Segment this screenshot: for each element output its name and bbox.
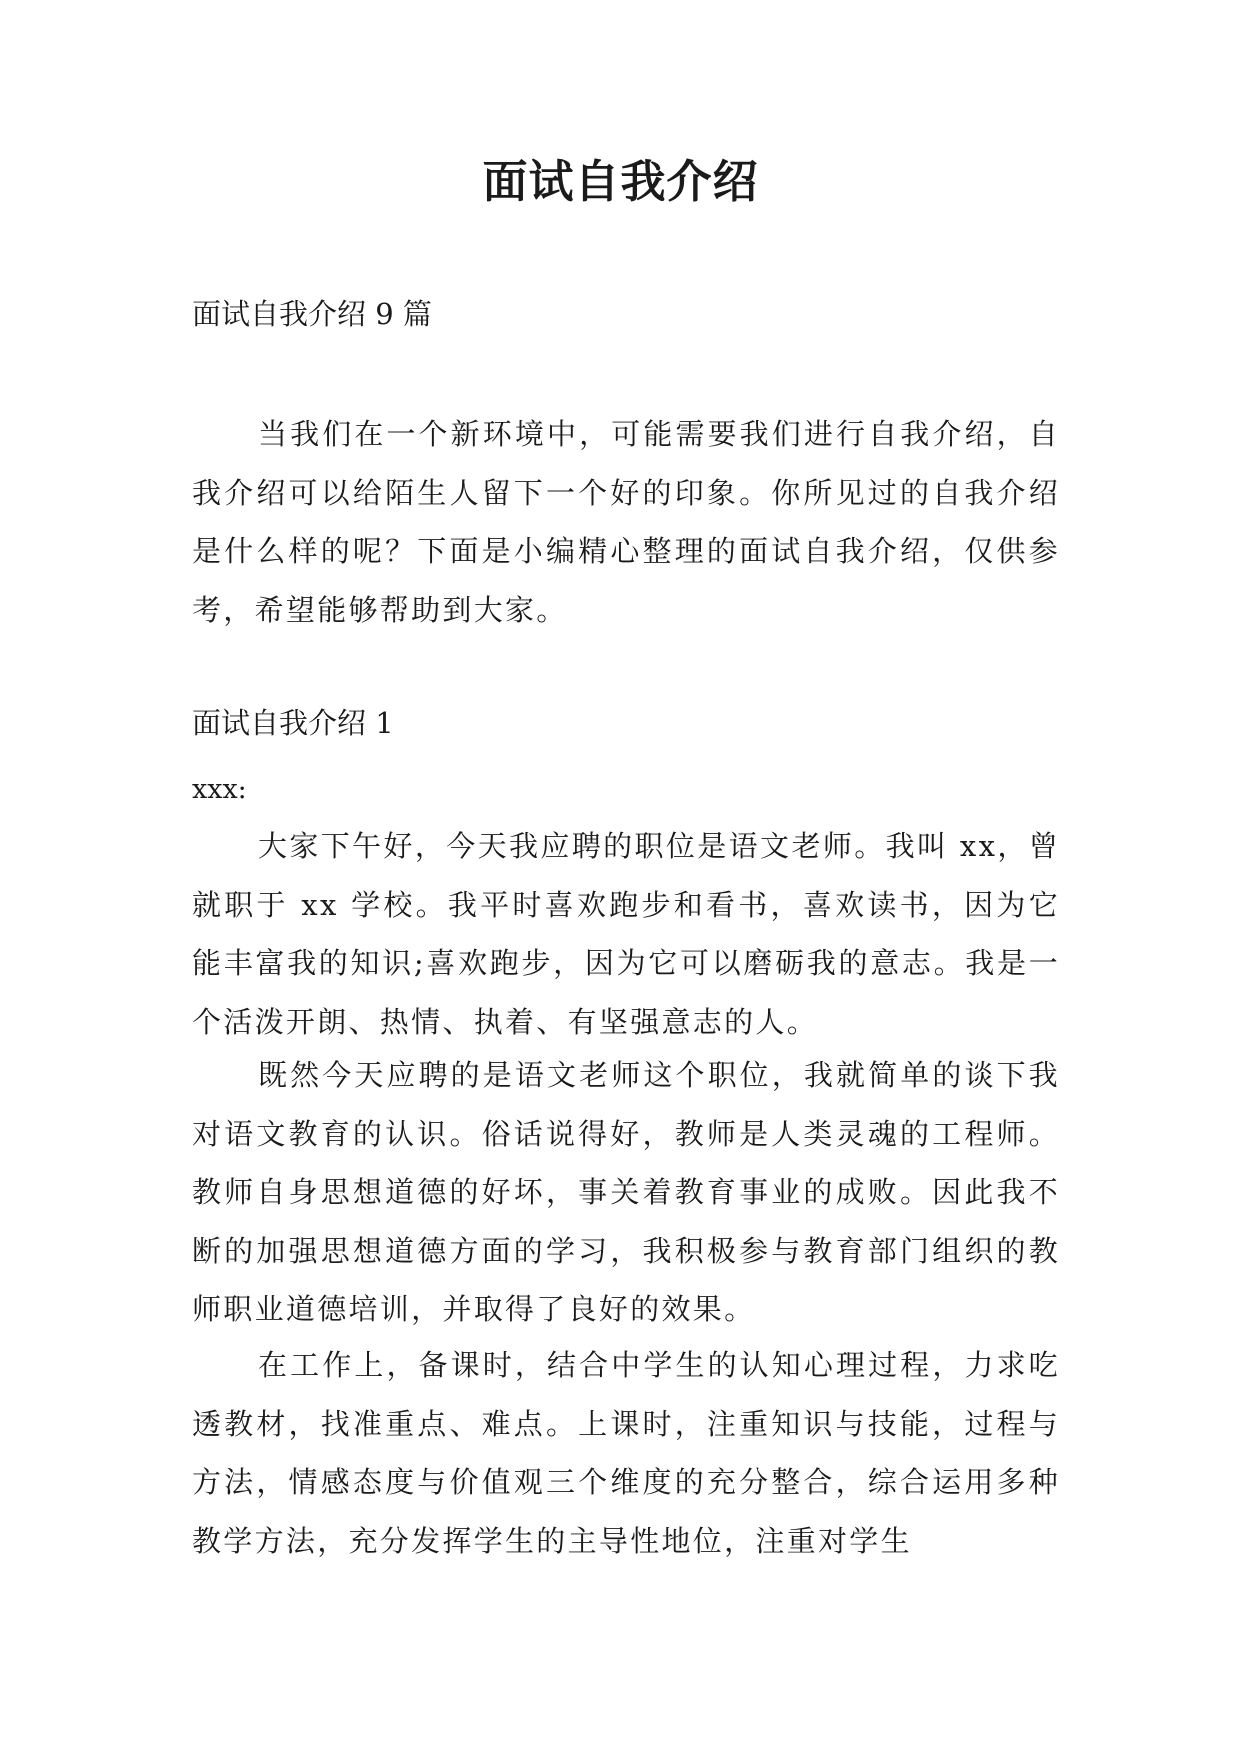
document-subtitle: 面试自我介绍 9 篇 bbox=[192, 297, 432, 331]
salutation: xxx: bbox=[192, 774, 247, 805]
section-heading: 面试自我介绍 1 bbox=[192, 706, 394, 740]
intro-paragraph: 当我们在一个新环境中，可能需要我们进行自我介绍，自我介绍可以给陌生人留下一个好的印象。你所见过的自我介绍是什么样的呢？下面是小编精心整理的面试自我介绍，仅供参考，希望能够帮助到大家。 bbox=[192, 417, 1060, 627]
body-paragraph: 既然今天应聘的是语文老师这个职位，我就简单的谈下我对语文教育的认识。俗话说得好，教师是人类灵魂的工程师。教师自身思想道德的好坏，事关着教育事业的成败。因此我不断的加强思想道德方面的学习，我积极参与教育部门组织的教师职业道德培训，并取得了良好的效果。 bbox=[192, 1058, 1060, 1327]
body-paragraph: 在工作上，备课时，结合中学生的认知心理过程，力求吃透教材，找准重点、难点。上课时，注重知识与技能，过程与方法，情感态度与价值观三个维度的充分整合，综合运用多种教学方法，充分发挥学生的主导性地位，注重对学生 bbox=[192, 1348, 1060, 1558]
body-paragraph: 大家下午好，今天我应聘的职位是语文老师。我叫 xx，曾就职于 xx 学校。我平时喜欢跑步和看书，喜欢读书，因为它能丰富我的知识;喜欢跑步，因为它可以磨砺我的意志。我是一个活泼开朗、热情、执着、有坚强意志的人。 bbox=[192, 829, 1060, 1039]
document-title: 面试自我介绍 bbox=[482, 155, 759, 208]
